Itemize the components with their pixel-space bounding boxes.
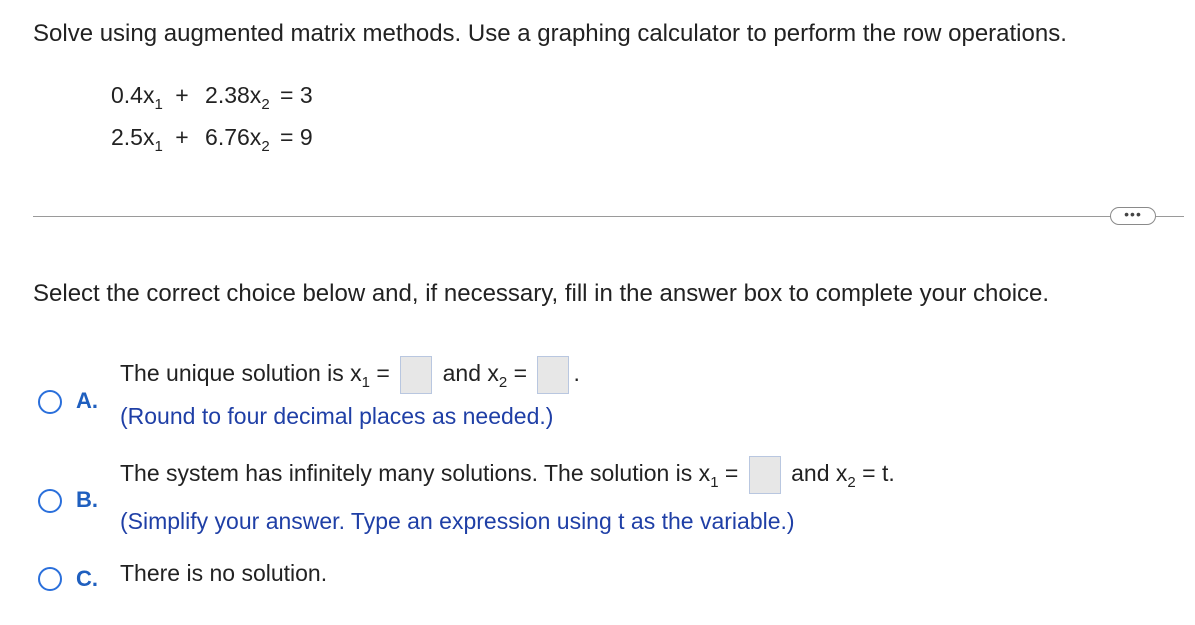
equation-1	[111, 82, 313, 113]
eq1-term2: $2.38x_2$	[205, 82, 270, 113]
choice-c-letter[interactable]: C.	[76, 566, 98, 591]
choice-b-radio[interactable]	[38, 489, 62, 513]
answer-box-b-x1[interactable]	[749, 456, 781, 494]
eq2-term1: $2.5x_1$	[111, 124, 163, 155]
eq2-plus: +	[175, 124, 189, 150]
section-divider	[33, 216, 1148, 217]
answer-box-a-x1[interactable]	[400, 356, 432, 394]
eq1-plus: +	[175, 82, 189, 108]
choice-c-radio[interactable]	[38, 567, 62, 591]
choice-b-letter[interactable]: B.	[76, 487, 98, 512]
more-options-button[interactable]: •••	[1110, 207, 1156, 225]
eq1-term1: $0.4x_1$	[111, 82, 163, 113]
problem-prompt: Solve using augmented matrix methods. Use a graphing calculator to perform the row operations.	[33, 20, 1067, 47]
choice-b-hint: (Simplify your answer. Type an expression using t as the variable.)	[120, 508, 795, 534]
choice-a-hint: (Round to four decimal places as needed.)	[120, 403, 554, 429]
choice-a-letter[interactable]: A.	[76, 388, 98, 413]
equation-2	[111, 124, 313, 155]
choice-a-line1: The unique solution is $x_1$ = and $x_2$ = .	[120, 356, 580, 394]
choice-c-text: There is no solution.	[120, 560, 328, 586]
eq1-rhs: = 3	[280, 82, 313, 108]
choice-b-line1: The system has infinitely many solutions. The solution is $x_1$ = and $x_2 = t$.	[120, 456, 895, 494]
choice-a-radio[interactable]	[38, 390, 62, 414]
instruction-text: Select the correct choice below and, if necessary, fill in the answer box to complete your choice.	[33, 280, 1050, 307]
answer-box-a-x2[interactable]	[537, 356, 569, 394]
divider-tail	[1156, 216, 1184, 217]
eq2-rhs: = 9	[280, 124, 313, 150]
eq2-term2: $6.76x_2$	[205, 124, 270, 155]
